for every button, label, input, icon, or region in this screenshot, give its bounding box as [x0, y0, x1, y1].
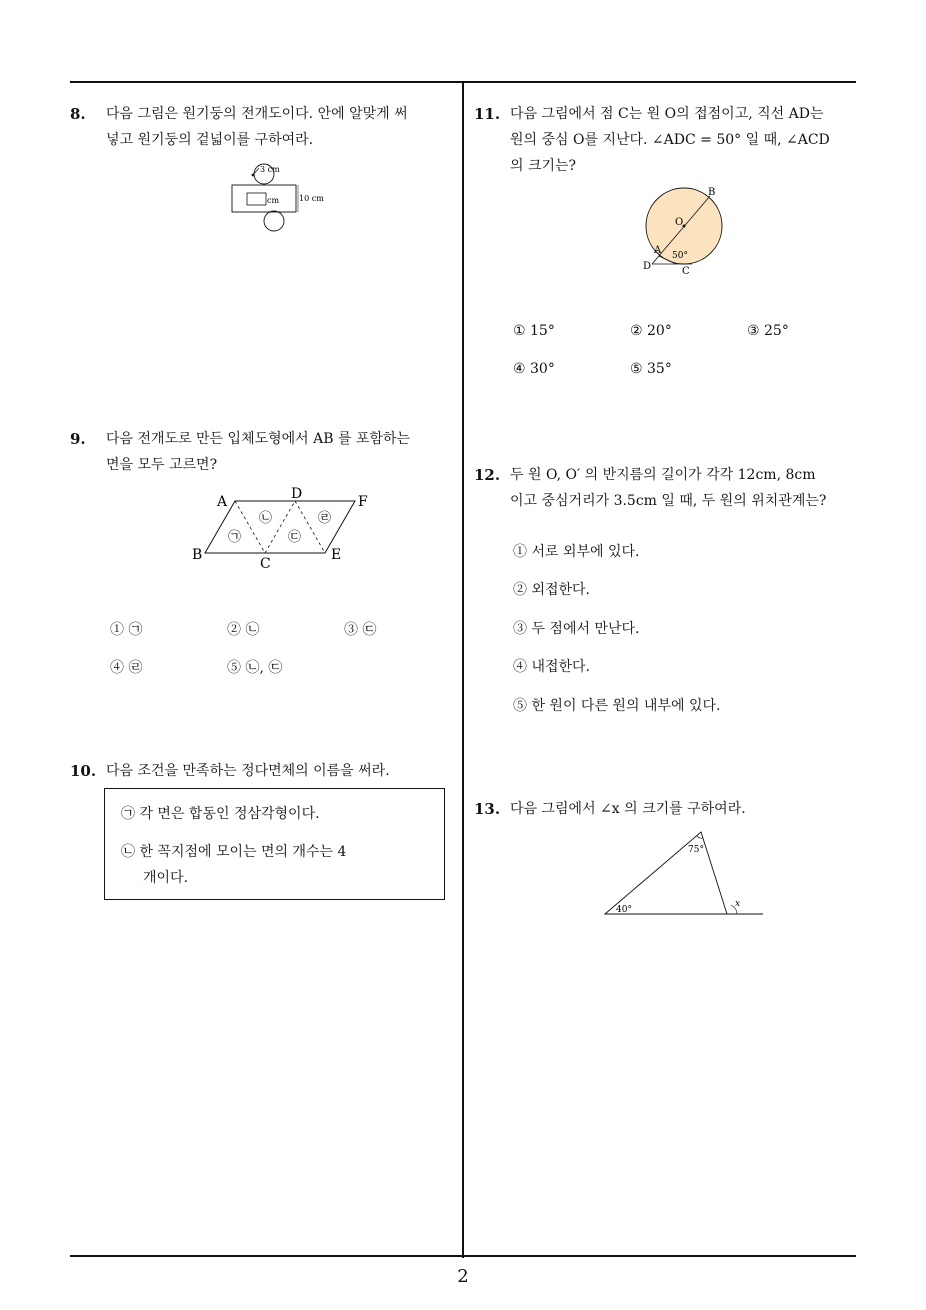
choice[interactable]: ③ 25° [747, 323, 789, 339]
fold-line [235, 501, 265, 553]
question-text-line: 의 크기는? [510, 158, 577, 174]
triangle [605, 832, 727, 914]
q11-choices [513, 323, 843, 383]
choice[interactable]: ③ 두 점에서 만난다. [513, 621, 640, 637]
angle-label: x [735, 899, 741, 909]
choice[interactable]: ④ 30° [513, 361, 555, 377]
radius-label: 3 cm [260, 165, 280, 174]
vertex-label: C [260, 556, 271, 572]
question-text-line: 다음 조건을 만족하는 정다면체의 이름을 써라. [106, 763, 390, 779]
face-label: ㉣ [318, 511, 332, 526]
choice[interactable]: ① 서로 외부에 있다. [513, 544, 640, 560]
blank-unit-label: cm [267, 196, 280, 205]
vertex-label: A [217, 494, 228, 510]
question-text-line: 원의 중심 O를 지난다. ∠ADC = 50° 일 때, ∠ACD [510, 132, 830, 148]
question-11 [474, 101, 859, 179]
vertex-label: B [192, 547, 203, 563]
question-text-line: 면을 모두 고르면? [106, 457, 218, 473]
point-label: A [654, 245, 662, 256]
face-label: ㉡ [259, 511, 273, 526]
angle-label: 50° [672, 251, 688, 261]
question-text-line: 넣고 원기둥의 겉넓이를 구하여라. [106, 132, 314, 148]
page-number: 2 [457, 1266, 469, 1287]
vertex-label: F [358, 494, 368, 510]
question-text-line: 다음 전개도로 만든 입체도형에서 AB 를 포함하는 [106, 431, 411, 447]
choice[interactable]: ① 15° [513, 323, 555, 339]
question-text-line: 다음 그림에서 ∠x 의 크기를 구하여라. [510, 801, 746, 817]
question-number: 11. [474, 105, 501, 123]
question-text-line: 두 원 O, O′ 의 반지름의 길이가 각각 12cm, 8cm [510, 467, 816, 483]
column-divider [462, 81, 464, 1258]
angle-label: 40° [616, 905, 632, 915]
face-label: ㉠ [228, 530, 242, 545]
choice[interactable]: ⑤ 한 원이 다른 원의 내부에 있다. [513, 698, 721, 714]
choice[interactable]: ① ㉠ [110, 622, 143, 638]
fold-line [295, 501, 325, 553]
q9-choices [110, 619, 440, 679]
cylinder-net-figure [228, 162, 338, 234]
question-number: 12. [474, 466, 501, 484]
choice[interactable]: ② 외접한다. [513, 582, 590, 598]
question-9 [70, 426, 455, 478]
height-label: 10 cm [299, 194, 324, 203]
vertex-label: E [331, 547, 342, 563]
question-number: 10. [70, 762, 97, 780]
answer-blank-box [247, 193, 266, 205]
triangle-figure [600, 828, 770, 920]
point-label: D [643, 261, 652, 272]
question-12 [474, 462, 859, 514]
fold-line [265, 501, 295, 553]
choice[interactable]: ⑤ 35° [630, 361, 672, 377]
face-label: ㉢ [288, 530, 302, 545]
angle-label: 75° [688, 845, 704, 855]
vertex-label: D [291, 486, 303, 502]
condition-line: ㉡ 한 꼭지점에 모이는 면의 개수는 4 [121, 844, 347, 860]
question-text-line: 다음 그림은 원기둥의 전개도이다. 안에 알맞게 써 [106, 106, 408, 122]
condition-line: ㉠ 각 면은 합동인 정삼각형이다. [121, 806, 320, 822]
condition-box [104, 788, 445, 900]
choice[interactable]: ② ㉡ [227, 622, 260, 638]
q12-options [513, 541, 853, 721]
point-label: B [708, 187, 716, 198]
question-8 [70, 101, 450, 153]
lateral-rectangle [232, 185, 296, 212]
bottom-rule [70, 1255, 856, 1257]
choice[interactable]: ② 20° [630, 323, 672, 339]
bottom-circle [264, 211, 284, 231]
choice[interactable]: ④ ㉣ [110, 660, 143, 676]
solid-net-figure [190, 484, 380, 574]
question-text-line: 이고 중심거리가 3.5cm 일 때, 두 원의 위치관계는? [510, 493, 827, 509]
question-text-line: 다음 그림에서 점 C는 원 O의 접점이고, 직선 AD는 [510, 106, 824, 122]
point-label: C [682, 266, 690, 277]
question-10 [70, 758, 455, 784]
tangent-circle-figure [640, 184, 740, 280]
condition-line: 개이다. [143, 870, 189, 886]
choice[interactable]: ⑤ ㉡, ㉢ [227, 660, 283, 676]
question-13 [474, 796, 859, 822]
question-number: 13. [474, 800, 501, 818]
question-number: 8. [70, 105, 86, 123]
point-label: O [675, 217, 684, 228]
choice[interactable]: ④ 내접한다. [513, 659, 590, 675]
question-number: 9. [70, 430, 86, 448]
choice[interactable]: ③ ㉢ [344, 622, 377, 638]
